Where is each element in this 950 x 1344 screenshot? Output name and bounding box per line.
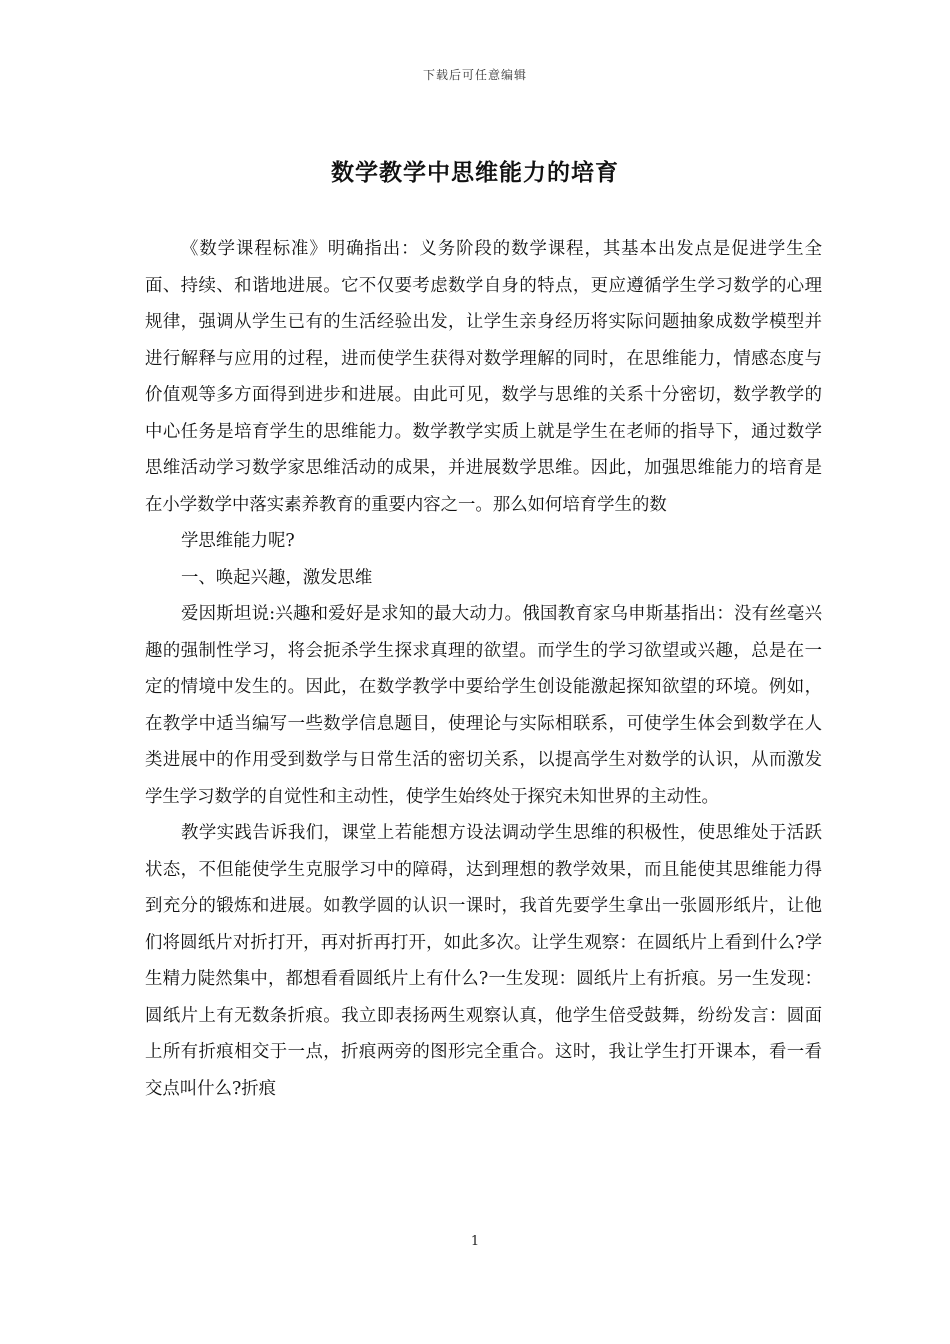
paragraph-intro: 《数学课程标准》明确指出：义务阶段的数学课程，其基本出发点是促进学生全面、持续、和谐地进展。它不仅要考虑数学自身的特点，更应遵循学生学习数学的心理规律，强调从学生已有的生活经验出发，让学生亲身经历将实际问题抽象成数学模型并进行解释与应用的过程，进而使学生获得对数学理解的同时，在思维能力，情感态度与价值观等多方面得到进步和进展。由此可见，数学与思维的关系十分密切，数学教学的中心任务是培育学生的思维能力。数学教学实质上就是学生在老师的指导下，通过数学思维活动学习数学家思维活动的成果，并进展数学思维。因此，加强思维能力的培育是在小学数学中落实素养教育的重要内容之一。那么如何培育学生的数 [145, 239, 822, 515]
section-heading-1: 一、唤起兴趣，激发思维 [181, 567, 373, 588]
document-title: 数学教学中思维能力的培育 [331, 159, 619, 186]
header-note: 下载后可任意编辑 [422, 68, 527, 82]
page-number: 1 [470, 1234, 480, 1249]
paragraph-practice: 教学实践告诉我们，课堂上若能想方设法调动学生思维的积极性，使思维处于活跃状态，不但能使学生克服学习中的障碍，达到理想的教学效果，而且能使其思维能力得到充分的锻炼和进展。如教学圆的认识一课时，我首先要学生拿出一张圆形纸片，让他们将圆纸片对折打开，再对折再打开，如此多次。让学生观察：在圆纸片上看到什么?学生精力陡然集中，都想看看圆纸片上有什么?一生发现：圆纸片上有折痕。另一生发现：圆纸片上有无数条折痕。我立即表扬两生观察认真，他学生倍受鼓舞，纷纷发言：圆面上所有折痕相交于一点，折痕两旁的图形完全重合。这时，我让学生打开课本，看一看交点叫什么?折痕 [145, 823, 822, 1099]
document-body [145, 231, 822, 1107]
paragraph-question: 学思维能力呢? [181, 531, 295, 551]
paragraph-interest: 爱因斯坦说:兴趣和爱好是求知的最大动力。俄国教育家乌申斯基指出：没有丝毫兴趣的强制性学习，将会扼杀学生探求真理的欲望。而学生的学习欲望或兴趣，总是在一定的情境中发生的。因此，在数学教学中要给学生创设能激起探知欲望的环境。例如，在教学中适当编写一些数学信息题目，使理论与实际相联系，可使学生体会到数学在人类进展中的作用受到数学与日常生活的密切关系，以提高学生对数学的认识，从而激发学生学习数学的自觉性和主动性，使学生始终处于探究未知世界的主动性。 [145, 604, 822, 807]
